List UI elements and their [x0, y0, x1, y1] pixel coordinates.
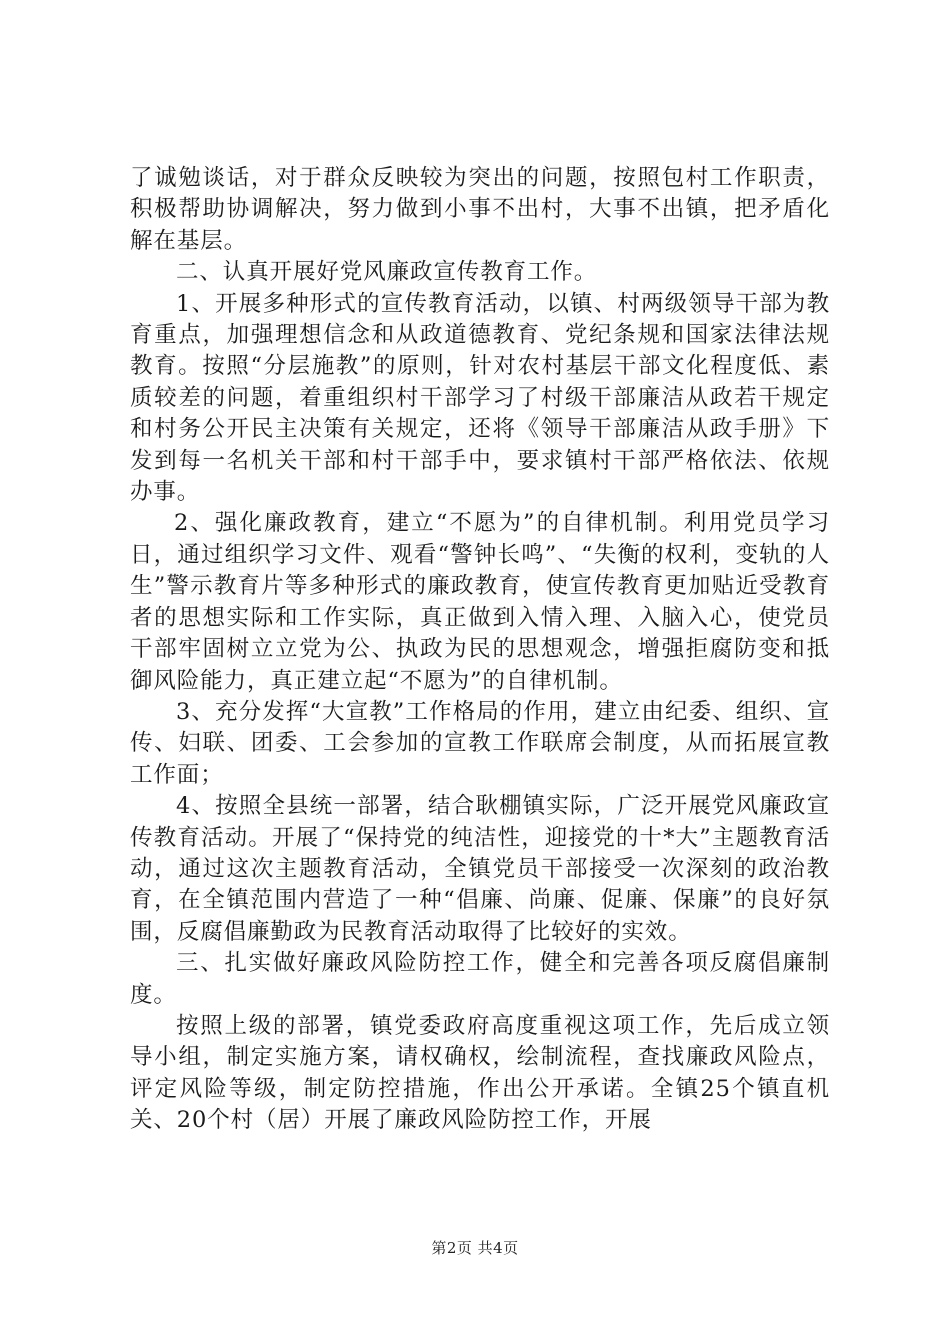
section-heading-3: 三、扎实做好廉政风险防控工作，健全和完善各项反腐倡廉制度。: [130, 950, 830, 1008]
paragraph-continuation: 了诚勉谈话，对于群众反映较为突出的问题，按照包村工作职责，积极帮助协调解决，努力做到小事不出村，大事不出镇，把矛盾化解在基层。: [130, 165, 830, 254]
paragraph-item-4: 4、按照全县统一部署，结合耿棚镇实际，广泛开展党风廉政宣传教育活动。开展了“保持党的纯洁性，迎接党的十*大”主题教育活动，通过这次主题教育活动，全镇党员干部接受一次深刻的政治教育，在全镇范围内营造了一种“倡廉、尚廉、促廉、保廉”的良好氛围，反腐倡廉勤政为民教育活动取得了比较好的实效。: [130, 793, 830, 945]
paragraph-item-2: 2、强化廉政教育，建立“不愿为”的自律机制。利用党员学习日，通过组织学习文件、观看“警钟长鸣”、“失衡的权利，变轨的人生”警示教育片等多种形式的廉政教育，使宣传教育更加贴近受教育者的思想实际和工作实际，真正做到入情入理、入脑入心，使党员干部牢固树立立党为公、执政为民的思想观念，增强拒腐防变和抵御风险能力，真正建立起“不愿为”的自律机制。: [130, 510, 830, 694]
page-number-footer: 第2页 共4页: [431, 1239, 519, 1257]
paragraph-risk-control: 按照上级的部署，镇党委政府高度重视这项工作，先后成立领导小组，制定实施方案，请权确权，绘制流程，查找廉政风险点，评定风险等级，制定防控措施，作出公开承诺。全镇25个镇直机关、20个村（居）开展了廉政风险防控工作，开展: [130, 1012, 830, 1134]
paragraph-item-3: 3、充分发挥“大宣教”工作格局的作用，建立由纪委、组织、宣传、妇联、团委、工会参加的宣教工作联席会制度，从而拓展宣教工作面；: [130, 698, 830, 788]
section-heading-2: 二、认真开展好党风廉政宣传教育工作。: [176, 259, 598, 286]
document-body: [130, 163, 830, 1137]
paragraph-item-1: 1、开展多种形式的宣传教育活动，以镇、村两级领导干部为教育重点，加强理想信念和从政道德教育、党纪条规和国家法律法规教育。按照“分层施教”的原则，针对农村基层干部文化程度低、素质较差的问题，着重组织村干部学习了村级干部廉洁从政若干规定和村务公开民主决策有关规定，还将《领导干部廉洁从政手册》下发到每一名机关干部和村干部手中，要求镇村干部严格依法、依规办事。: [130, 290, 830, 506]
